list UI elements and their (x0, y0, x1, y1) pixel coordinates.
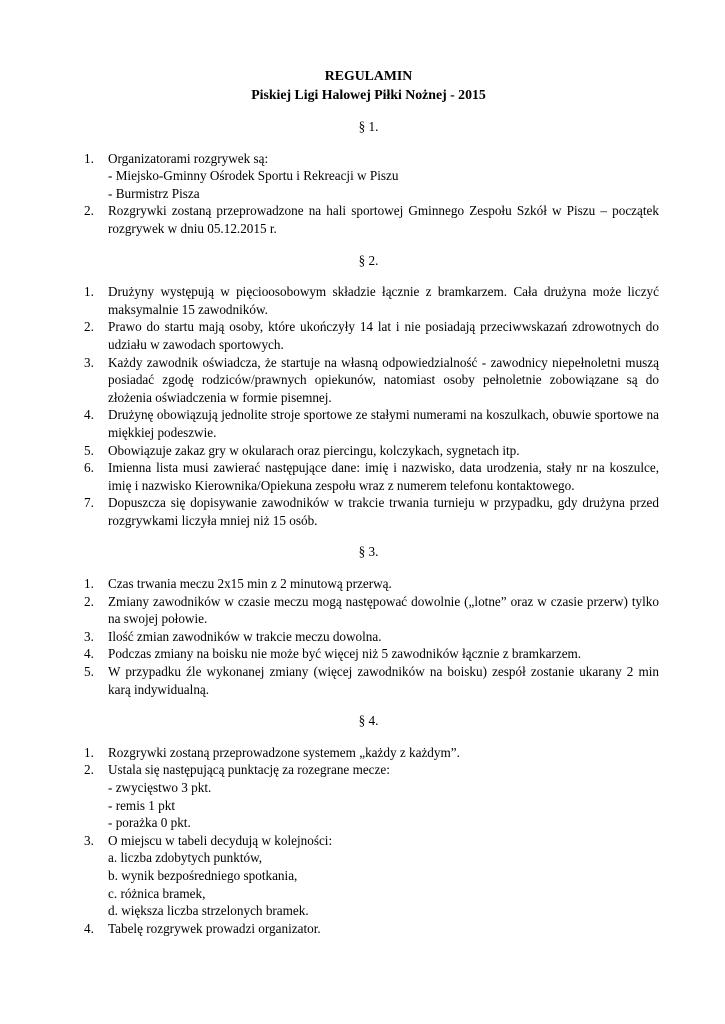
list-item (84, 318, 659, 353)
section-list (84, 283, 659, 529)
section-list (84, 744, 659, 938)
list-item-number: 5. (84, 442, 94, 458)
list-sub-item: d. większa liczba strzelonych bramek. (108, 903, 309, 919)
list-item-text: Prawo do startu mają osoby, które ukończyły 14 lat i nie posiadają przeciwwskazań zdrowotnych do udziału w zawodach sportowych. (108, 319, 659, 352)
list-sub-item: b. wynik bezpośredniego spotkania, (108, 867, 298, 883)
list-item (84, 354, 659, 407)
list-item (84, 150, 659, 203)
list-item (84, 832, 659, 920)
list-item-text: Podczas zmiany na boisku nie może być więcej niż 5 zawodników łącznie z bramkarzem. (108, 646, 582, 662)
list-item-number: 1. (84, 576, 94, 592)
list-item (84, 920, 659, 938)
list-item (84, 494, 659, 529)
list-item (84, 628, 659, 646)
list-item-text: Imienna lista musi zawierać następujące dane: imię i nazwisko, data urodzenia, stały nr na koszulce, imię i nazwisko Kierownika/Opiekuna zespołu wraz z numerem telefonu kontaktowego. (108, 460, 659, 493)
list-item-number: 7. (84, 495, 94, 511)
title-line-2: Piskiej Ligi Halowej Piłki Nożnej - 2015 (251, 87, 486, 102)
list-sub-item: c. różnica bramek, (108, 885, 206, 901)
list-item-text: Czas trwania meczu 2x15 min z 2 minutową przerwą. (108, 576, 392, 592)
document-title (78, 66, 659, 104)
list-item-number: 5. (84, 664, 94, 680)
list-item-text: Obowiązuje zakaz gry w okularach oraz piercingu, kolczykach, sygnetach itp. (108, 442, 520, 458)
list-item-number: 2. (84, 319, 94, 335)
list-item-text: Rozgrywki zostaną przeprowadzone systemem „każdy z każdym”. (108, 744, 460, 760)
list-item (84, 442, 659, 460)
list-sub-item: - Burmistrz Pisza (108, 185, 200, 201)
section-list (84, 150, 659, 238)
list-item-text: Ustala się następującą punktację za rozegrane mecze: (108, 762, 390, 778)
list-item-number: 1. (84, 150, 94, 166)
list-item-text: Dopuszcza się dopisywanie zawodników w trakcie trwania turnieju w przypadku, gdy drużyna przed rozgrywkami liczyła mniej niż 15 osób. (108, 495, 659, 528)
list-sub-item: - remis 1 pkt (108, 797, 176, 813)
list-item-number: 3. (84, 628, 94, 644)
list-item (84, 202, 659, 237)
list-item-text: W przypadku źle wykonanej zmiany (więcej zawodników na boisku) zespół zostanie ukarany 2 min karą indywidualną. (108, 664, 659, 697)
section-mark: § 2. (358, 252, 379, 268)
list-item-text: Drużyny występują w pięcioosobowym składzie łącznie z bramkarzem. Cała drużyna może liczyć maksymalnie 15 zawodników. (108, 284, 659, 317)
list-item (84, 645, 659, 663)
list-item (84, 744, 659, 762)
list-item (84, 459, 659, 494)
list-item-number: 4. (84, 407, 94, 423)
list-item-number: 3. (84, 832, 94, 848)
list-sub-item: - zwycięstwo 3 pkt. (108, 780, 212, 795)
list-item-number: 4. (84, 920, 94, 936)
title-line-1: REGULAMIN (324, 68, 413, 83)
list-item (84, 283, 659, 318)
list-item-text: Tabelę rozgrywek prowadzi organizator. (108, 920, 321, 936)
list-item (84, 406, 659, 441)
list-item-text: Rozgrywki zostaną przeprowadzone na hali sportowej Gminnego Zespołu Szkół w Piszu – początek rozgrywek w dniu 05.12.2015 r. (108, 203, 659, 236)
list-item-number: 3. (84, 354, 94, 370)
list-item (84, 663, 659, 698)
section-mark: § 4. (358, 713, 379, 729)
list-sub-item: a. liczba zdobytych punktów, (108, 850, 263, 866)
list-item (84, 761, 659, 831)
list-item-number: 2. (84, 762, 94, 778)
list-sub-item: - Miejsko-Gminny Ośrodek Sportu i Rekreacji w Piszu (108, 168, 399, 184)
list-item (84, 575, 659, 593)
list-item-number: 2. (84, 203, 94, 219)
list-item-text: Ilość zmian zawodników w trakcie meczu dowolna. (108, 628, 382, 644)
list-item-number: 4. (84, 646, 94, 662)
document-body (84, 118, 659, 937)
list-item-text: Organizatorami rozgrywek są: (108, 150, 269, 166)
list-item-number: 1. (84, 744, 94, 760)
list-item-number: 6. (84, 460, 94, 476)
section-mark: § 3. (358, 544, 379, 560)
list-item (84, 593, 659, 628)
list-item-text: Każdy zawodnik oświadcza, że startuje na własną odpowiedzialność - zawodnicy niepełnoletni muszą posiadać zgodę rodziców/prawnych opiekunów, natomiast osoby pełnoletnie zobowiązane są do złożenia oświadczenia w formie pisemnej. (108, 354, 659, 405)
section-mark: § 1. (358, 119, 379, 134)
list-sub-item: - porażka 0 pkt. (108, 815, 191, 831)
list-item-text: O miejscu w tabeli decydują w kolejności: (108, 832, 333, 848)
list-item-number: 2. (84, 593, 94, 609)
list-item-text: Zmiany zawodników w czasie meczu mogą następować dowolnie („lotne” oraz w czasie przerw) tylko na swojej połowie. (108, 593, 659, 627)
section-list (84, 575, 659, 698)
list-item-number: 1. (84, 284, 94, 300)
list-item-text: Drużynę obowiązują jednolite stroje sportowe ze stałymi numerami na koszulkach, obuwie sportowe na miękkiej podeszwie. (108, 407, 659, 440)
